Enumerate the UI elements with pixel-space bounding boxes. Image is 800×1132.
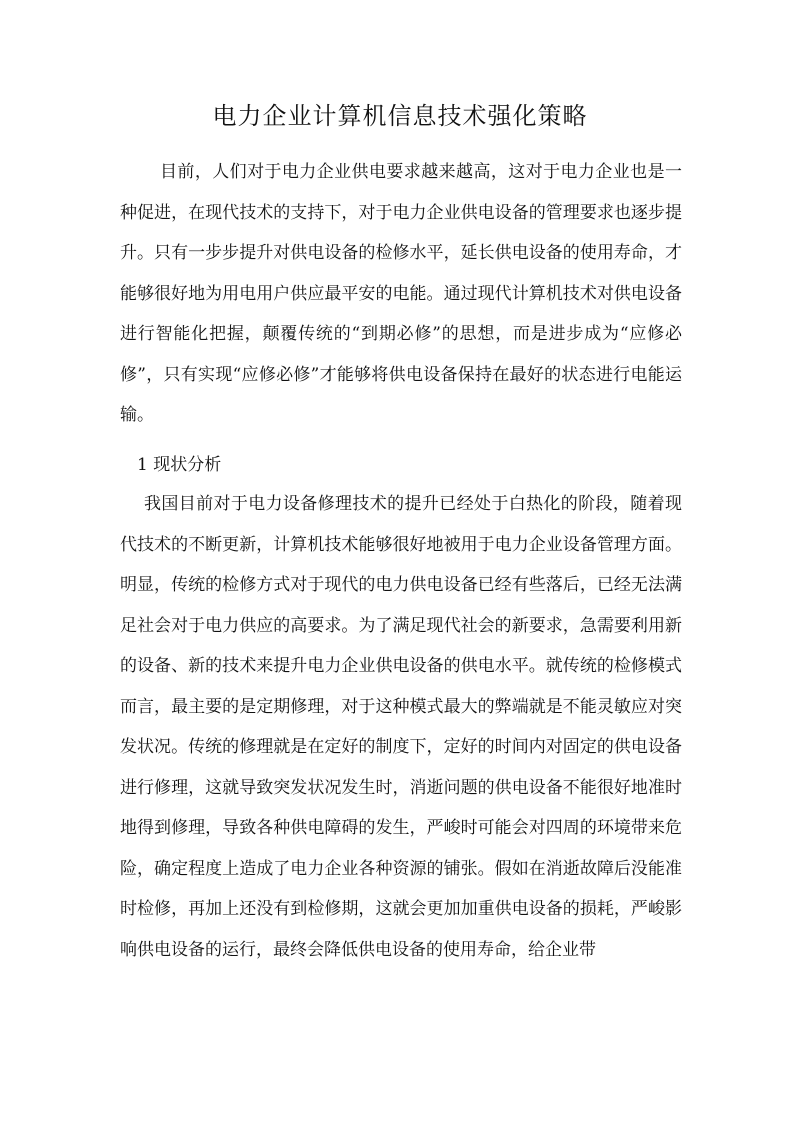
document-title: 电力企业计算机信息技术强化策略 bbox=[212, 102, 588, 130]
section-heading: 1 现状分析 bbox=[137, 455, 222, 475]
intro-paragraph: 目前，人们对于电力企业供电要求越来越高，这对于电力企业也是一种促进，在现代技术的支持下，对于电力企业供电设备的管理要求也逐步提升。只有一步步提升对供电设备的检修水平，延长供电设备的使用寿命，才能够很好地为用电用户供应最平安的电能。通过现代计算机技术对供电设备进行智能化把握，颠覆传统的“到期必修”的思想，而是进步成为“应修必修”，只有实现“应修必修”才能够将供电设备保持在最好的状态进行电能运输。 bbox=[120, 162, 682, 425]
section-paragraph: 我国目前对于电力设备修理技术的提升已经处于白热化的阶段，随着现代技术的不断更新，计算机技术能够很好地被用于电力企业设备管理方面。明显，传统的检修方式对于现代的电力供电设备已经有些落后，已经无法满足社会对于电力供应的高要求。为了满足现代社会的新要求，急需要利用新的设备、新的技术来提升电力企业供电设备的供电水平。就传统的检修模式而言，最主要的是定期修理，对于这种模式最大的弊端就是不能灵敏应对突发状况。传统的修理就是在定好的制度下，定好的时间内对固定的供电设备进行修理，这就导致突发状况发生时，消逝问题的供电设备不能很好地准时地得到修理，导致各种供电障碍的发生，严峻时可能会对四周的环境带来危险，确定程度上造成了电力企业各种资源的铺张。假如在消逝故障后没能准时检修，再加上还没有到检修期，这就会更加加重供电设备的损耗，严峻影响供电设备的运行，最终会降低供电设备的使用寿命，给企业带 bbox=[120, 494, 682, 960]
